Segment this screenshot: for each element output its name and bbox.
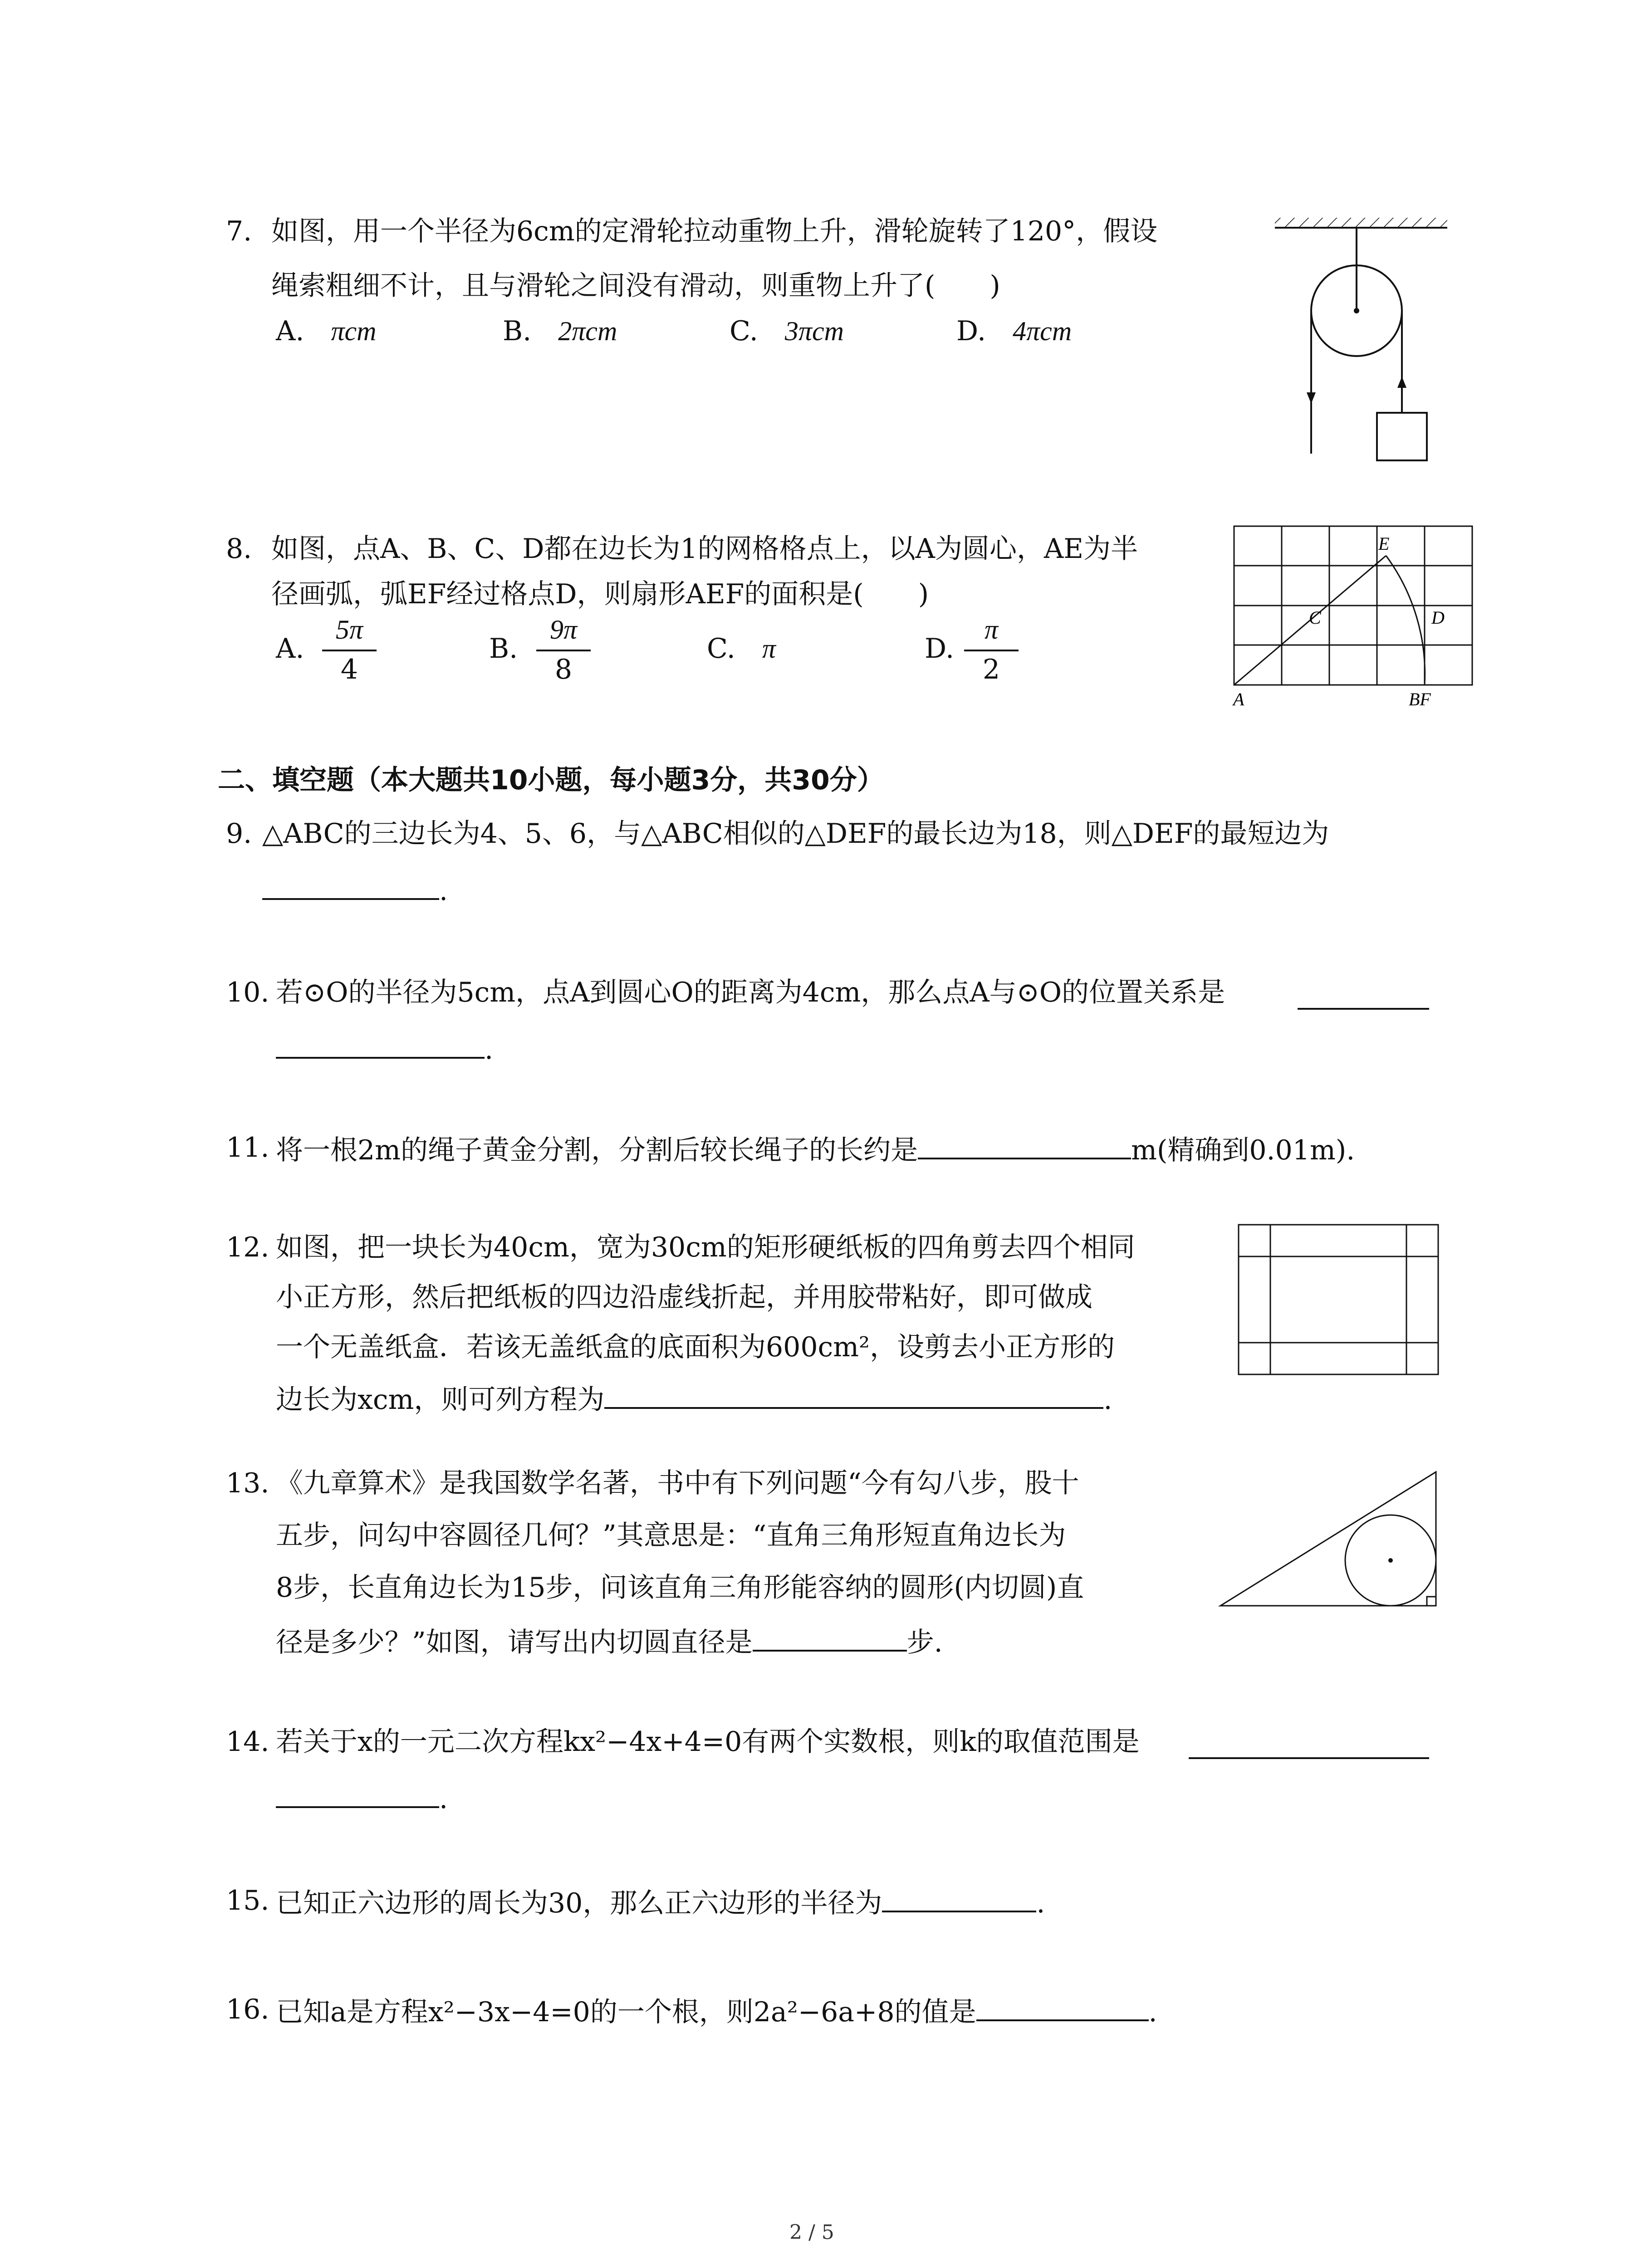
weight-block bbox=[1377, 413, 1427, 460]
section-heading: 二、填空题（本大题共10小题，每小题3分，共30分） bbox=[218, 764, 884, 796]
q8-line2: 径画弧，弧EF经过格点D，则扇形AEF的面积是( ) bbox=[271, 578, 929, 610]
q8-option-c-text: π bbox=[762, 634, 776, 664]
q13-answer-blank[interactable] bbox=[753, 1626, 907, 1652]
q13-number: 13. bbox=[226, 1467, 269, 1499]
label-c: C bbox=[1309, 607, 1321, 628]
q7-option-a[interactable] bbox=[276, 315, 377, 347]
fold-lines-dashed bbox=[1270, 1256, 1406, 1343]
q7-line1: 如图，用一个半径为6cm的定滑轮拉动重物上升，滑轮旋转了120°，假设 bbox=[271, 215, 1158, 247]
q8-option-a-den: 4 bbox=[340, 654, 358, 685]
q8-option-a-num: 5π bbox=[335, 615, 363, 645]
q12-number: 12. bbox=[226, 1232, 269, 1263]
q16-line bbox=[276, 1996, 1157, 2026]
q7-option-d[interactable] bbox=[956, 315, 1072, 347]
q9-tail: . bbox=[439, 875, 448, 907]
triangle-incircle-figure bbox=[1216, 1465, 1443, 1615]
q8-option-b-num: 9π bbox=[549, 615, 578, 645]
grid-lines bbox=[1234, 526, 1472, 685]
q16-number: 16. bbox=[226, 1994, 269, 2025]
q16-answer-blank[interactable] bbox=[976, 1996, 1149, 2021]
q9-line1: △ABC的三边长为4、5、6，与△ABC相似的△DEF的最长边为18，则△DEF的最短边为 bbox=[262, 818, 1329, 850]
q8-option-c[interactable] bbox=[707, 633, 776, 665]
box-net-figure bbox=[1234, 1220, 1443, 1393]
q8-number: 8. bbox=[226, 533, 252, 565]
q7-option-b-text: 2πcm bbox=[558, 316, 617, 346]
q15-line bbox=[276, 1887, 1045, 1917]
q7-line2: 绳索粗细不计，且与滑轮之间没有滑动，则重物上升了( ) bbox=[271, 270, 1000, 302]
q15-line1: 已知正六边形的周长为30，那么正六边形的半径为 bbox=[276, 1887, 882, 1919]
q8-option-d-num: π bbox=[984, 615, 999, 645]
q15-tail: . bbox=[1036, 1887, 1045, 1919]
q7-option-d-label: D. bbox=[956, 315, 986, 347]
pulley-figure bbox=[1270, 213, 1461, 472]
q8-option-a-fraction bbox=[322, 616, 377, 683]
pulley-center bbox=[1354, 308, 1359, 313]
q12-line4: 边长为xcm，则可列方程为 bbox=[276, 1384, 605, 1416]
q12-line3: 一个无盖纸盒．若该无盖纸盒的底面积为600cm²，设剪去小正方形的 bbox=[276, 1331, 1115, 1363]
q13-line4-wrap bbox=[276, 1626, 943, 1656]
page-number: 2 / 5 bbox=[789, 2221, 834, 2244]
q14-answer-blank-1[interactable] bbox=[1189, 1734, 1429, 1759]
q11-line bbox=[276, 1134, 1355, 1164]
q7-option-b[interactable] bbox=[503, 315, 617, 347]
q11-text-after: m(精确到0.01m). bbox=[1131, 1134, 1355, 1166]
q16-line1: 已知a是方程x²−3x−4=0的一个根，则2a²−6a+8的值是 bbox=[276, 1996, 976, 2028]
arc-ef bbox=[1386, 556, 1425, 685]
q7-option-b-label: B. bbox=[503, 315, 532, 347]
q8-line1: 如图，点A、B、C、D都在边长为1的网格格点上，以A为圆心，AE为半 bbox=[271, 533, 1138, 565]
incircle-center bbox=[1388, 1558, 1393, 1563]
q15-number: 15. bbox=[226, 1885, 269, 1916]
label-a: A bbox=[1233, 689, 1244, 709]
q10-number: 10. bbox=[226, 977, 269, 1008]
q13-line3: 8步，长直角边长为15步，问该直角三角形能容纳的圆形(内切圆)直 bbox=[276, 1572, 1084, 1603]
q7-option-c-label: C. bbox=[730, 315, 758, 347]
q8-option-c-label: C. bbox=[707, 633, 735, 665]
q7-option-c-text: 3πcm bbox=[784, 316, 844, 346]
right-angle-mark bbox=[1427, 1597, 1436, 1606]
cardboard-outline bbox=[1239, 1225, 1438, 1374]
q13-line2: 五步，问勾中容圆径几何？”其意思是：“直角三角形短直角边长为 bbox=[276, 1520, 1066, 1551]
q15-answer-blank[interactable] bbox=[882, 1887, 1036, 1912]
q12-line4-wrap bbox=[276, 1383, 1112, 1416]
label-bf: BF bbox=[1409, 689, 1431, 709]
right-triangle bbox=[1220, 1472, 1436, 1606]
q9-answer[interactable] bbox=[262, 875, 448, 907]
ceiling-hatch bbox=[1275, 218, 1447, 228]
q10-answer-blank-1[interactable] bbox=[1298, 984, 1429, 1010]
q11-number: 11. bbox=[226, 1132, 269, 1163]
q13-line1: 《九章算术》是我国数学名著，书中有下列问题“今有勾八步，股十 bbox=[276, 1467, 1079, 1499]
q8-option-a-label[interactable]: A. bbox=[276, 633, 304, 665]
q12-answer-blank[interactable] bbox=[604, 1383, 1103, 1409]
q7-option-d-text: 4πcm bbox=[1013, 316, 1072, 346]
q7-option-c[interactable] bbox=[730, 315, 844, 347]
q8-option-d-den: 2 bbox=[982, 654, 1000, 685]
q8-option-b-den: 8 bbox=[554, 654, 573, 685]
q16-tail: . bbox=[1148, 1996, 1157, 2028]
arrow-down-icon bbox=[1307, 392, 1316, 404]
q14-number: 14. bbox=[226, 1726, 269, 1758]
q10-answer[interactable] bbox=[276, 1033, 494, 1066]
q7-option-a-label: A. bbox=[276, 315, 304, 347]
q8-option-b-fraction bbox=[536, 616, 591, 683]
q10-line1: 若⊙O的半径为5cm，点A到圆心O的距离为4cm，那么点A与⊙O的位置关系是 bbox=[276, 977, 1225, 1008]
label-e: E bbox=[1378, 533, 1390, 554]
q8-option-b-label[interactable]: B. bbox=[489, 633, 518, 665]
q8-option-d-fraction bbox=[964, 616, 1019, 683]
q9-answer-blank[interactable] bbox=[262, 875, 439, 900]
label-d: D bbox=[1431, 607, 1445, 628]
q12-tail: . bbox=[1103, 1384, 1112, 1416]
q8-option-d-label[interactable]: D. bbox=[925, 633, 955, 665]
q12-line2: 小正方形，然后把纸板的四边沿虚线折起，并用胶带粘好，即可做成 bbox=[276, 1281, 1092, 1313]
q10-answer-blank-2[interactable] bbox=[276, 1033, 485, 1059]
q12-line1: 如图，把一块长为40cm，宽为30cm的矩形硬纸板的四角剪去四个相同 bbox=[276, 1232, 1135, 1263]
q10-tail: . bbox=[485, 1034, 494, 1066]
q11-answer-blank[interactable] bbox=[918, 1134, 1131, 1159]
q11-text-before: 将一根2m的绳子黄金分割，分割后较长绳子的长约是 bbox=[276, 1134, 918, 1166]
q9-number: 9. bbox=[226, 818, 252, 850]
q7-number: 7. bbox=[226, 215, 252, 247]
q13-line4: 径是多少？”如图，请写出内切圆直径是 bbox=[276, 1627, 753, 1658]
arrow-up-icon bbox=[1397, 376, 1406, 388]
q14-answer-blank-2[interactable] bbox=[276, 1783, 439, 1808]
q7-option-a-text: πcm bbox=[331, 316, 377, 346]
grid-sector-figure bbox=[1225, 522, 1479, 712]
q13-tail: 步. bbox=[906, 1627, 943, 1658]
q14-answer[interactable] bbox=[276, 1783, 448, 1813]
q14-tail: . bbox=[439, 1783, 448, 1815]
q14-line1: 若关于x的一元二次方程kx²−4x+4=0有两个实数根，则k的取值范围是 bbox=[276, 1726, 1140, 1758]
